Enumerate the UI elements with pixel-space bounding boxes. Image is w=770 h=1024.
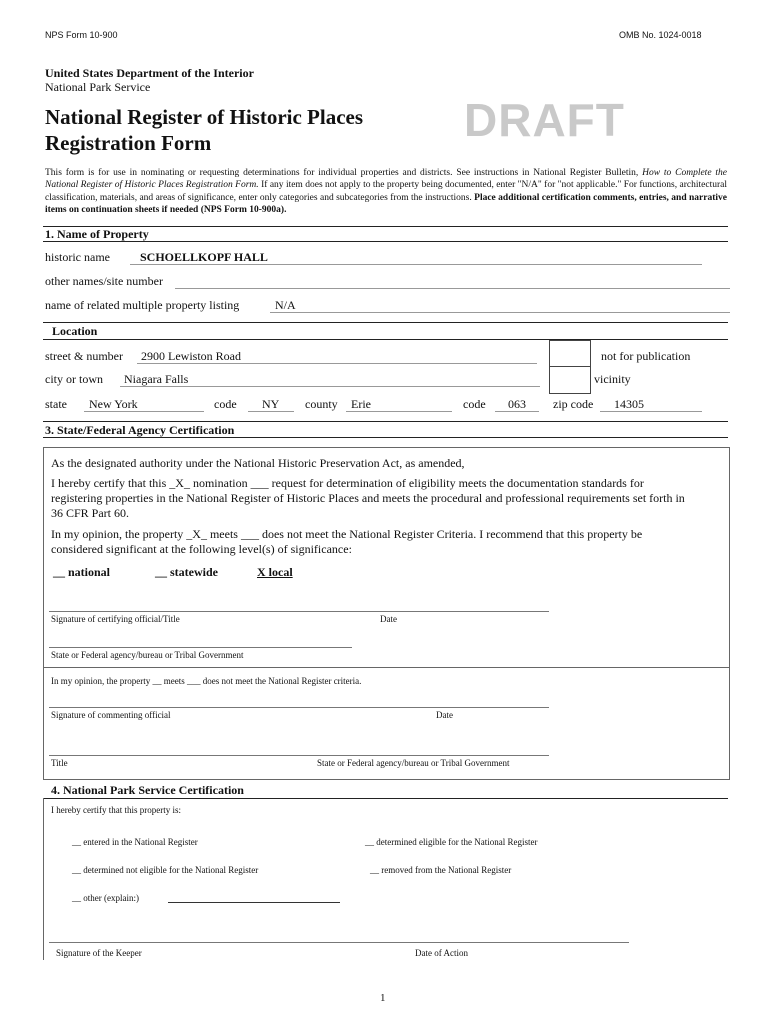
city-field[interactable]: Niagara Falls	[124, 372, 189, 386]
state-field[interactable]: New York	[89, 397, 138, 411]
street-line	[137, 363, 537, 364]
agency1-line	[49, 647, 352, 648]
certify-line-3: 36 CFR Part 60.	[51, 506, 130, 520]
certifying-signature-line	[49, 611, 549, 612]
state-label: state	[45, 397, 67, 411]
zip-field[interactable]: 14305	[614, 397, 644, 411]
commenting-date-label: Date	[436, 710, 453, 720]
street-label: street & number	[45, 349, 123, 363]
commenting-signature-line	[49, 707, 549, 708]
vicinity-label: vicinity	[594, 372, 631, 386]
option-other[interactable]: __ other (explain:)	[72, 893, 139, 903]
section3-bottom-rule	[43, 437, 728, 438]
county-code-field[interactable]: 063	[508, 397, 526, 411]
county-line	[346, 411, 452, 412]
keeper-signature-line	[49, 942, 629, 943]
intro-bold-text: Place additional certification comments, entries, and narrative items on continuation sheets if needed (NPS Form 10-900a).	[45, 192, 727, 215]
historic-name-line	[130, 264, 702, 265]
option-entered[interactable]: __ entered in the National Register	[72, 837, 198, 847]
not-for-publication-checkbox[interactable]	[549, 340, 591, 368]
option-removed[interactable]: __ removed from the National Register	[370, 865, 512, 875]
commenting-signature-label: Signature of commenting official	[51, 710, 171, 720]
option-not-eligible[interactable]: __ determined not eligible for the National Register	[72, 865, 259, 875]
agency1-label: State or Federal agency/bureau or Tribal Government	[51, 650, 244, 660]
section4-left-border	[43, 798, 44, 960]
vicinity-checkbox[interactable]	[549, 366, 591, 394]
section4-rule	[43, 798, 728, 799]
section3-divider	[43, 667, 730, 668]
certify-line-1: I hereby certify that this _X_ nomination ___ request for determination of eligibility meets the documentation standards for	[51, 476, 644, 490]
section2-bottom-rule	[43, 339, 728, 340]
agency2-label: State or Federal agency/bureau or Tribal Government	[317, 758, 510, 768]
other-names-line	[175, 288, 730, 289]
level-national-checkbox[interactable]: __ national	[53, 565, 111, 579]
section3-heading: 3. State/Federal Agency Certification	[45, 423, 235, 437]
certifying-signature-label: Signature of certifying official/Title	[51, 614, 180, 624]
mpl-line	[270, 312, 730, 313]
certifying-date-label: Date	[380, 614, 397, 624]
intro-instructions	[45, 167, 727, 216]
county-label: county	[305, 397, 338, 411]
page-title	[45, 104, 363, 156]
title-label: Title	[51, 758, 68, 768]
omb-number: OMB No. 1024-0018	[619, 30, 702, 40]
bulletin-title: How to Complete the National Register of Historic Places Registration Form.	[45, 168, 727, 191]
other-names-label: other names/site number	[45, 274, 163, 288]
section2-heading: Location	[52, 324, 98, 338]
county-code-line	[495, 411, 539, 412]
section2-top-rule	[43, 322, 728, 323]
section4-heading: 4. National Park Service Certification	[51, 783, 244, 797]
opinion-line-1: In my opinion, the property _X_ meets ___ does not meet the National Register Criteria. I recommend that this property be	[51, 527, 643, 541]
level-local-checkbox[interactable]: X local	[257, 565, 293, 579]
commenting-opinion: In my opinion, the property __ meets ___ does not meet the National Register criteria.	[51, 676, 362, 686]
section3-top-rule	[43, 421, 728, 422]
certify-line-2: registering properties in the National Register of Historic Places and meets the procedural and professional requirements set forth in	[51, 491, 685, 505]
city-label: city or town	[45, 372, 103, 386]
keeper-signature-label: Signature of the Keeper	[56, 948, 142, 958]
state-code-line	[248, 411, 294, 412]
opinion-line-2: considered significant at the following level(s) of significance:	[51, 542, 352, 556]
county-field[interactable]: Erie	[351, 397, 371, 411]
opinion-statement	[51, 527, 726, 557]
state-line	[84, 411, 204, 412]
not-for-publication-label: not for publication	[601, 349, 691, 363]
mpl-field[interactable]: N/A	[275, 298, 296, 312]
authority-statement: As the designated authority under the National Historic Preservation Act, as amended,	[51, 456, 465, 470]
title-line-2: Registration Form	[45, 131, 212, 155]
draft-stamp: DRAFT	[464, 94, 625, 146]
intro-text-1: This form is for use in nominating or requesting determinations for individual properties and districts. See instructions in National Register Bulletin,	[45, 168, 643, 178]
county-code-label: code	[463, 397, 486, 411]
historic-name-label: historic name	[45, 250, 110, 264]
intro-text-2: If any item does not apply to the property being documented, enter "N/A" for "not applicable." For functions, architectural classification, materials, and areas of significance, enter only categories and subcategories from the instructions.	[45, 180, 727, 203]
date-of-action-label: Date of Action	[415, 948, 468, 958]
historic-name-field[interactable]: SCHOELLKOPF HALL	[140, 250, 268, 264]
title-line	[49, 755, 549, 756]
department-name: United States Department of the Interior	[45, 66, 254, 80]
option-determined-eligible[interactable]: __ determined eligible for the National Register	[365, 837, 538, 847]
agency-name: National Park Service	[45, 80, 151, 94]
mpl-label: name of related multiple property listing	[45, 298, 240, 312]
section4-certify: I hereby certify that this property is:	[51, 805, 181, 815]
zip-label: zip code	[553, 397, 594, 411]
zip-line	[600, 411, 702, 412]
street-field[interactable]: 2900 Lewiston Road	[141, 349, 241, 363]
state-code-label: code	[214, 397, 237, 411]
other-explain-line[interactable]	[168, 902, 340, 903]
page-number: 1	[380, 992, 386, 1004]
form-number: NPS Form 10-900	[45, 30, 118, 40]
section1-bottom-rule	[43, 241, 728, 242]
city-line	[120, 386, 540, 387]
title-line-1: National Register of Historic Places	[45, 105, 364, 129]
state-code-field[interactable]: NY	[262, 397, 280, 411]
section1-heading: 1. Name of Property	[45, 227, 149, 241]
certify-statement	[51, 476, 726, 521]
level-statewide-checkbox[interactable]: __ statewide	[155, 565, 218, 579]
